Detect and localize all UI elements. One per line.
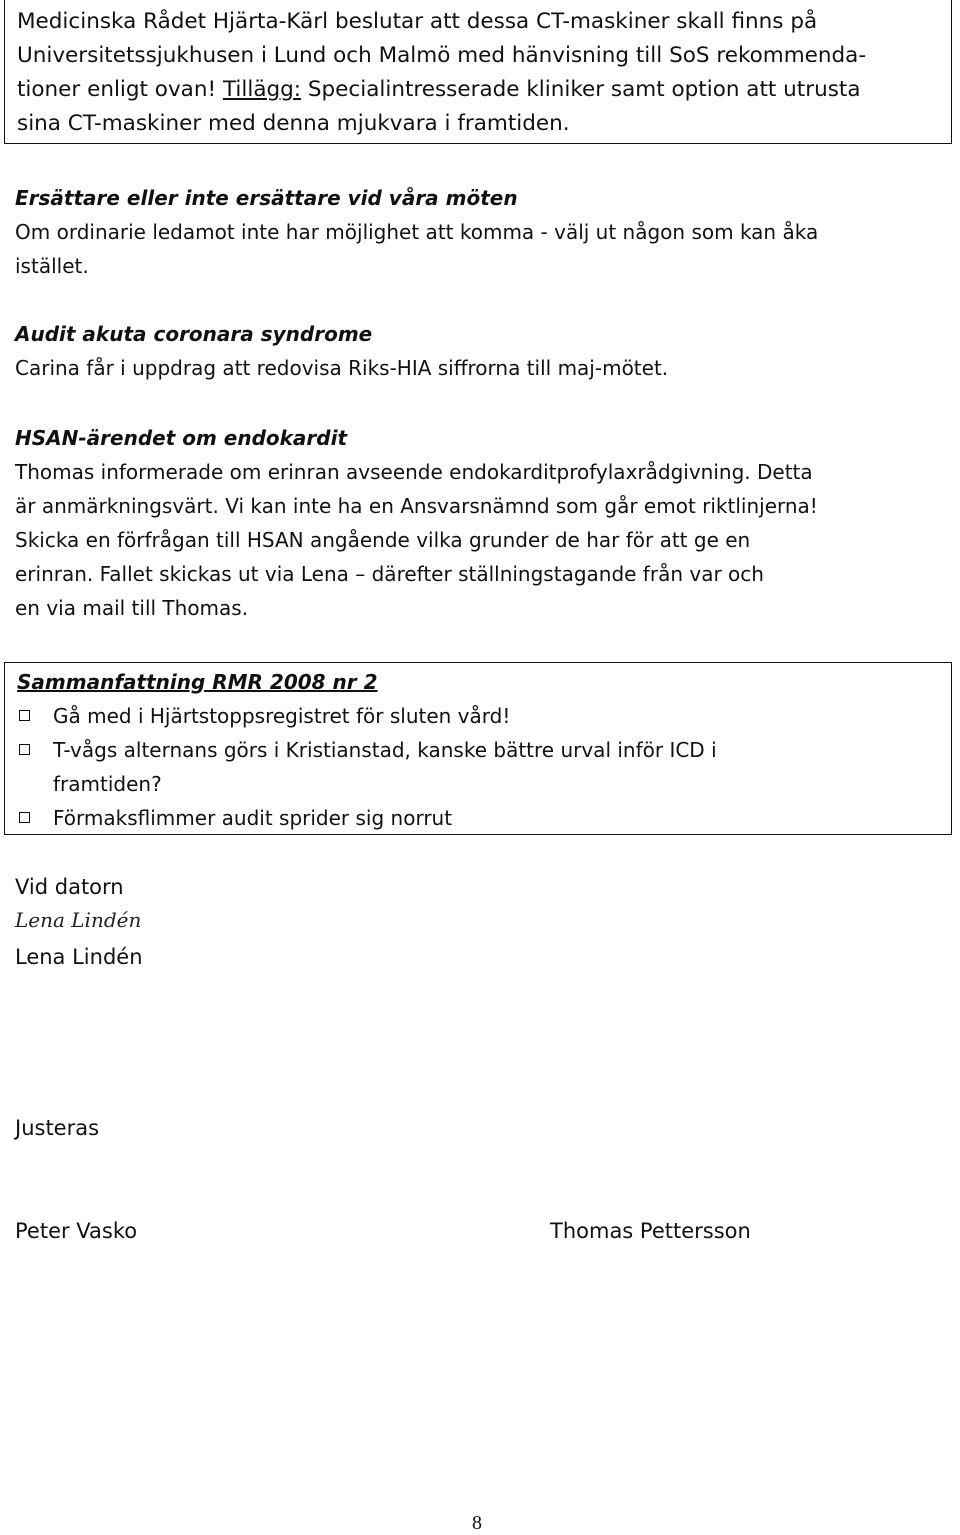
summary-item-text-continued: framtiden?: [53, 772, 162, 796]
section-line: Carina får i uppdrag att redovisa Riks-HIA siffrorna till maj-mötet.: [15, 356, 669, 380]
decision-line-3-start: tioner enligt ovan!: [17, 77, 223, 102]
signer-right-name: Thomas Pettersson: [550, 1219, 751, 1243]
summary-item-text: Förmaksflimmer audit sprider sig norrut: [53, 806, 453, 830]
section-line: istället.: [15, 254, 89, 278]
section-title: Audit akuta coronara syndrome: [15, 322, 373, 346]
summary-title: Sammanfattning RMR 2008 nr 2: [17, 670, 378, 694]
checkbox-bullet-icon: [19, 710, 30, 721]
decision-line-4: sina CT-maskiner med denna mjukvara i framtiden.: [17, 111, 570, 136]
section-title: HSAN-ärendet om endokardit: [15, 426, 348, 450]
summary-item-text: T-vågs alternans görs i Kristianstad, kanske bättre urval inför ICD i: [53, 738, 717, 762]
decision-line-2: Universitetssjukhusen i Lund och Malmö med hänvisning till SoS rekommenda-: [17, 43, 867, 68]
section-line: Skicka en förfrågan till HSAN angående vilka grunder de har för att ge en: [15, 528, 751, 552]
checkbox-bullet-icon: [19, 744, 30, 755]
decision-line-3: [17, 73, 951, 107]
section-line: är anmärkningsvärt. Vi kan inte ha en Ansvarsnämnd som går emot riktlinjerna!: [15, 494, 818, 518]
summary-item-text: Gå med i Hjärtstoppsregistret för sluten vård!: [53, 704, 511, 728]
section-substitutes: [15, 181, 945, 283]
section-line: Om ordinarie ledamot inte har möjlighet att komma - välj ut någon som kan åka: [15, 220, 819, 244]
signer-left-name: Peter Vasko: [15, 1219, 138, 1243]
summary-item: [17, 801, 951, 835]
section-hsan: [15, 421, 945, 625]
handwritten-signature: Lena Lindén: [15, 908, 142, 932]
page-number: 8: [472, 1512, 482, 1534]
section-line: Thomas informerade om erinran avseende endokarditprofylaxrådgivning. Detta: [15, 460, 813, 484]
summary-item: [17, 699, 951, 733]
author-name: Lena Lindén: [15, 945, 143, 969]
section-audit: [15, 317, 945, 385]
summary-box: [4, 662, 952, 835]
vid-datorn-label: Vid datorn: [15, 875, 124, 899]
decision-line-1: Medicinska Rådet Hjärta-Kärl beslutar att dessa CT-maskiner skall finns på: [17, 9, 818, 34]
section-line: erinran. Fallet skickas ut via Lena – därefter ställningstagande från var och: [15, 562, 764, 586]
summary-item: [17, 733, 951, 801]
justeras-label: Justeras: [15, 1116, 100, 1140]
decision-line-3-end: Specialintresserade kliniker samt option att utrusta: [301, 77, 861, 102]
section-line: en via mail till Thomas.: [15, 596, 249, 620]
checkbox-bullet-icon: [19, 812, 30, 823]
summary-list: [17, 699, 951, 835]
section-title: Ersättare eller inte ersättare vid våra möten: [15, 186, 518, 210]
decision-box: [4, 0, 952, 144]
addendum-label: Tillägg:: [222, 77, 302, 102]
